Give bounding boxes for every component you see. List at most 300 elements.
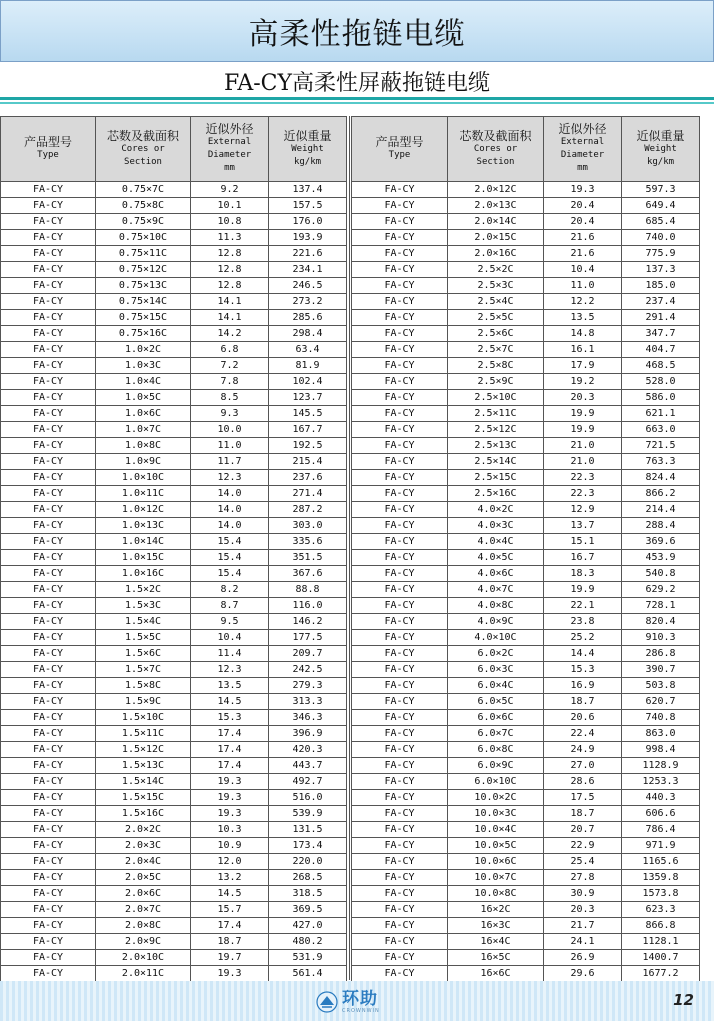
cell-type: FA-CY [352,630,448,646]
cell-weight: 177.5 [269,630,347,646]
logo-mark-icon [316,991,338,1013]
cell-weight: 468.5 [622,358,700,374]
cell-type: FA-CY [1,566,96,582]
cell-diameter: 25.2 [544,630,622,646]
table-row [352,582,700,598]
cell-diameter: 27.8 [544,870,622,886]
spec-table-right [351,116,700,982]
table-row [352,950,700,966]
cell-cores: 1.0×16C [96,566,191,582]
cell-diameter: 21.0 [544,438,622,454]
cell-cores: 2.0×14C [448,214,544,230]
table-row [352,550,700,566]
table-row [1,886,347,902]
cell-type: FA-CY [1,214,96,230]
table-row [1,358,347,374]
table-row [1,854,347,870]
cell-diameter: 9.2 [191,182,269,198]
cell-weight: 663.0 [622,422,700,438]
table-row [352,934,700,950]
cell-cores: 1.5×13C [96,758,191,774]
cell-weight: 998.4 [622,742,700,758]
table-row [1,278,347,294]
cell-cores: 2.0×9C [96,934,191,950]
cell-cores: 1.5×14C [96,774,191,790]
cell-diameter: 11.0 [191,438,269,454]
cell-weight: 863.0 [622,726,700,742]
cell-type: FA-CY [352,422,448,438]
header-type: 产品型号 Type [352,117,448,182]
cell-type: FA-CY [352,774,448,790]
cell-cores: 6.0×4C [448,678,544,694]
cell-cores: 16×5C [448,950,544,966]
cell-type: FA-CY [1,774,96,790]
cell-type: FA-CY [352,470,448,486]
cell-weight: 145.5 [269,406,347,422]
cell-cores: 1.5×15C [96,790,191,806]
cell-type: FA-CY [352,198,448,214]
cell-weight: 146.2 [269,614,347,630]
table-row [352,566,700,582]
cell-type: FA-CY [1,182,96,198]
cell-type: FA-CY [1,454,96,470]
cell-cores: 0.75×11C [96,246,191,262]
cell-type: FA-CY [1,918,96,934]
cell-type: FA-CY [1,790,96,806]
cell-cores: 10.0×7C [448,870,544,886]
cell-diameter: 16.7 [544,550,622,566]
cell-type: FA-CY [1,518,96,534]
cell-diameter: 17.4 [191,918,269,934]
cell-weight: 285.6 [269,310,347,326]
table-row [1,566,347,582]
table-row [352,406,700,422]
table-row [352,710,700,726]
table-row [1,822,347,838]
cell-type: FA-CY [1,198,96,214]
table-row [352,262,700,278]
cell-diameter: 14.0 [191,502,269,518]
cell-weight: 786.4 [622,822,700,838]
cell-weight: 597.3 [622,182,700,198]
table-row [352,358,700,374]
cell-type: FA-CY [352,694,448,710]
cell-weight: 221.6 [269,246,347,262]
cell-diameter: 8.5 [191,390,269,406]
cell-diameter: 14.1 [191,294,269,310]
table-row [352,326,700,342]
cell-type: FA-CY [352,230,448,246]
cell-diameter: 10.9 [191,838,269,854]
cell-diameter: 20.3 [544,390,622,406]
cell-type: FA-CY [1,598,96,614]
cell-diameter: 10.8 [191,214,269,230]
cell-diameter: 6.8 [191,342,269,358]
cell-diameter: 14.4 [544,646,622,662]
cell-weight: 303.0 [269,518,347,534]
cell-type: FA-CY [352,454,448,470]
cell-type: FA-CY [352,934,448,950]
cell-weight: 102.4 [269,374,347,390]
cell-diameter: 20.6 [544,710,622,726]
cell-diameter: 19.7 [191,950,269,966]
table-row [1,630,347,646]
cell-diameter: 20.3 [544,902,622,918]
table-row [352,726,700,742]
cell-type: FA-CY [1,534,96,550]
cell-cores: 1.5×6C [96,646,191,662]
cell-cores: 2.0×11C [96,966,191,982]
table-row [1,214,347,230]
cell-cores: 2.5×4C [448,294,544,310]
cell-diameter: 12.8 [191,246,269,262]
table-row [352,694,700,710]
cell-cores: 2.0×2C [96,822,191,838]
cell-diameter: 19.3 [191,790,269,806]
cell-cores: 6.0×9C [448,758,544,774]
cell-weight: 503.8 [622,678,700,694]
cell-diameter: 15.4 [191,550,269,566]
cell-cores: 10.0×2C [448,790,544,806]
table-row [1,742,347,758]
cell-cores: 0.75×13C [96,278,191,294]
cell-cores: 4.0×10C [448,630,544,646]
cell-weight: 234.1 [269,262,347,278]
cell-diameter: 13.5 [544,310,622,326]
cell-diameter: 8.2 [191,582,269,598]
page-number: 12 [673,991,694,1009]
cell-cores: 4.0×6C [448,566,544,582]
cell-diameter: 14.5 [191,886,269,902]
table-row [352,294,700,310]
cell-cores: 2.0×10C [96,950,191,966]
cell-cores: 1.5×12C [96,742,191,758]
cell-cores: 2.0×6C [96,886,191,902]
cell-cores: 2.5×16C [448,486,544,502]
cell-cores: 6.0×10C [448,774,544,790]
cell-cores: 10.0×8C [448,886,544,902]
cell-type: FA-CY [1,470,96,486]
cell-diameter: 19.3 [191,806,269,822]
cell-diameter: 17.4 [191,742,269,758]
cell-cores: 0.75×16C [96,326,191,342]
cell-diameter: 15.7 [191,902,269,918]
cell-cores: 2.5×13C [448,438,544,454]
table-row [352,918,700,934]
cell-weight: 420.3 [269,742,347,758]
cell-weight: 492.7 [269,774,347,790]
cell-weight: 335.6 [269,534,347,550]
cell-diameter: 20.4 [544,198,622,214]
cell-type: FA-CY [352,358,448,374]
cell-type: FA-CY [352,294,448,310]
cell-weight: 367.6 [269,566,347,582]
cell-type: FA-CY [352,502,448,518]
table-row [352,214,700,230]
cell-diameter: 10.0 [191,422,269,438]
table-row [352,598,700,614]
table-row [352,790,700,806]
table-row [1,774,347,790]
cell-weight: 910.3 [622,630,700,646]
cell-type: FA-CY [1,630,96,646]
cell-cores: 1.0×11C [96,486,191,502]
cell-diameter: 10.4 [544,262,622,278]
cell-diameter: 13.7 [544,518,622,534]
cell-cores: 1.5×9C [96,694,191,710]
cell-cores: 10.0×6C [448,854,544,870]
cell-weight: 351.5 [269,550,347,566]
cell-weight: 137.4 [269,182,347,198]
cell-type: FA-CY [1,614,96,630]
cell-weight: 131.5 [269,822,347,838]
table-row [352,886,700,902]
cell-cores: 2.5×15C [448,470,544,486]
brand-logo [316,987,406,1017]
cell-type: FA-CY [352,534,448,550]
table-row [352,470,700,486]
cell-cores: 6.0×6C [448,710,544,726]
table-row [1,230,347,246]
table-row [1,374,347,390]
table-subtitle: FA-CY高柔性屏蔽拖链电缆 [223,71,491,96]
cell-cores: 6.0×7C [448,726,544,742]
table-row [1,838,347,854]
cell-weight: 1677.2 [622,966,700,982]
table-row [1,806,347,822]
banner-title: 高柔性拖链电缆 [248,17,466,52]
cell-type: FA-CY [1,854,96,870]
subtitle-rule [0,97,714,100]
cell-type: FA-CY [1,934,96,950]
table-row [1,470,347,486]
table-row [1,550,347,566]
cell-type: FA-CY [1,646,96,662]
cell-diameter: 10.4 [191,630,269,646]
cell-diameter: 20.7 [544,822,622,838]
table-row [352,646,700,662]
cell-cores: 0.75×14C [96,294,191,310]
cell-diameter: 15.4 [191,566,269,582]
cell-weight: 728.1 [622,598,700,614]
cell-weight: 440.3 [622,790,700,806]
cell-weight: 347.7 [622,326,700,342]
cell-diameter: 14.0 [191,486,269,502]
cell-type: FA-CY [1,422,96,438]
cell-cores: 1.0×3C [96,358,191,374]
table-row [1,182,347,198]
cell-cores: 1.5×4C [96,614,191,630]
cell-cores: 4.0×4C [448,534,544,550]
cell-diameter: 11.4 [191,646,269,662]
cell-weight: 1165.6 [622,854,700,870]
cell-type: FA-CY [352,678,448,694]
cell-weight: 775.9 [622,246,700,262]
cell-type: FA-CY [352,182,448,198]
cell-type: FA-CY [1,342,96,358]
cell-diameter: 22.3 [544,486,622,502]
table-row [352,278,700,294]
table-row [1,902,347,918]
header-weight: 近似重量 Weight kg/km [622,117,700,182]
cell-weight: 173.4 [269,838,347,854]
cell-diameter: 19.3 [191,774,269,790]
cell-diameter: 15.3 [544,662,622,678]
cell-diameter: 12.8 [191,262,269,278]
cell-type: FA-CY [352,438,448,454]
cell-cores: 1.5×5C [96,630,191,646]
cell-cores: 4.0×3C [448,518,544,534]
cell-cores: 10.0×3C [448,806,544,822]
cell-diameter: 10.3 [191,822,269,838]
cell-type: FA-CY [352,406,448,422]
table-row [1,438,347,454]
table-body-right [352,182,700,982]
cell-diameter: 13.2 [191,870,269,886]
cell-type: FA-CY [1,726,96,742]
cell-diameter: 21.6 [544,246,622,262]
cell-type: FA-CY [1,822,96,838]
cell-type: FA-CY [1,246,96,262]
cell-diameter: 24.9 [544,742,622,758]
cell-type: FA-CY [1,390,96,406]
cell-cores: 1.5×7C [96,662,191,678]
cell-type: FA-CY [1,230,96,246]
cell-type: FA-CY [352,950,448,966]
cell-weight: 286.8 [622,646,700,662]
cell-weight: 157.5 [269,198,347,214]
table-row [352,198,700,214]
cell-type: FA-CY [352,246,448,262]
cell-cores: 0.75×15C [96,310,191,326]
cell-type: FA-CY [1,294,96,310]
cell-cores: 4.0×5C [448,550,544,566]
cell-cores: 2.0×16C [448,246,544,262]
table-row [1,918,347,934]
cell-diameter: 11.0 [544,278,622,294]
cell-weight: 606.6 [622,806,700,822]
cell-type: FA-CY [1,742,96,758]
cell-diameter: 21.0 [544,454,622,470]
cell-diameter: 12.3 [191,470,269,486]
table-row [352,438,700,454]
cell-cores: 2.5×6C [448,326,544,342]
cell-type: FA-CY [352,902,448,918]
cell-type: FA-CY [1,950,96,966]
cell-weight: 116.0 [269,598,347,614]
cell-cores: 2.0×7C [96,902,191,918]
logo-text-en: CROWNWIN [342,1008,380,1014]
cell-type: FA-CY [1,966,96,982]
cell-type: FA-CY [1,582,96,598]
header-cores: 芯数及截面积 Cores or Section [448,117,544,182]
cell-type: FA-CY [1,678,96,694]
table-row [352,630,700,646]
cell-cores: 1.5×16C [96,806,191,822]
cell-weight: 167.7 [269,422,347,438]
cell-type: FA-CY [352,310,448,326]
table-row [352,486,700,502]
cell-diameter: 12.8 [191,278,269,294]
table-row [352,310,700,326]
cell-diameter: 22.4 [544,726,622,742]
cell-weight: 427.0 [269,918,347,934]
cell-diameter: 7.2 [191,358,269,374]
cell-cores: 1.0×13C [96,518,191,534]
cell-type: FA-CY [352,806,448,822]
cell-weight: 1573.8 [622,886,700,902]
cell-weight: 1400.7 [622,950,700,966]
table-row [1,246,347,262]
cell-weight: 396.9 [269,726,347,742]
cell-diameter: 9.5 [191,614,269,630]
cell-weight: 246.5 [269,278,347,294]
cell-cores: 0.75×9C [96,214,191,230]
cell-cores: 6.0×2C [448,646,544,662]
cell-type: FA-CY [352,486,448,502]
cell-weight: 273.2 [269,294,347,310]
cell-type: FA-CY [352,582,448,598]
cell-weight: 404.7 [622,342,700,358]
cell-weight: 369.6 [622,534,700,550]
table-row [352,502,700,518]
table-row [1,518,347,534]
table-row [1,422,347,438]
cell-diameter: 25.4 [544,854,622,870]
cell-diameter: 14.2 [191,326,269,342]
cell-type: FA-CY [352,614,448,630]
cell-diameter: 29.6 [544,966,622,982]
cell-cores: 2.0×12C [448,182,544,198]
table-row [1,726,347,742]
table-row [352,534,700,550]
cell-weight: 685.4 [622,214,700,230]
cell-cores: 1.0×8C [96,438,191,454]
cell-diameter: 17.5 [544,790,622,806]
cell-diameter: 15.3 [191,710,269,726]
table-row [1,406,347,422]
cell-diameter: 22.1 [544,598,622,614]
cell-cores: 16×3C [448,918,544,934]
cell-cores: 0.75×7C [96,182,191,198]
table-row [352,774,700,790]
table-row [1,614,347,630]
cell-cores: 2.0×3C [96,838,191,854]
cell-type: FA-CY [1,358,96,374]
spec-table-left [0,116,347,982]
cell-type: FA-CY [352,518,448,534]
table-row [1,966,347,982]
cell-cores: 6.0×3C [448,662,544,678]
table-row [352,902,700,918]
cell-weight: 539.9 [269,806,347,822]
table-row [352,390,700,406]
cell-weight: 81.9 [269,358,347,374]
table-row [1,662,347,678]
cell-type: FA-CY [352,214,448,230]
cell-diameter: 14.8 [544,326,622,342]
cell-diameter: 12.0 [191,854,269,870]
cell-diameter: 19.3 [544,182,622,198]
cell-weight: 288.4 [622,518,700,534]
cell-type: FA-CY [352,262,448,278]
cell-weight: 620.7 [622,694,700,710]
cell-diameter: 21.6 [544,230,622,246]
cell-weight: 623.3 [622,902,700,918]
cell-type: FA-CY [1,262,96,278]
cell-weight: 629.2 [622,582,700,598]
cell-weight: 866.8 [622,918,700,934]
